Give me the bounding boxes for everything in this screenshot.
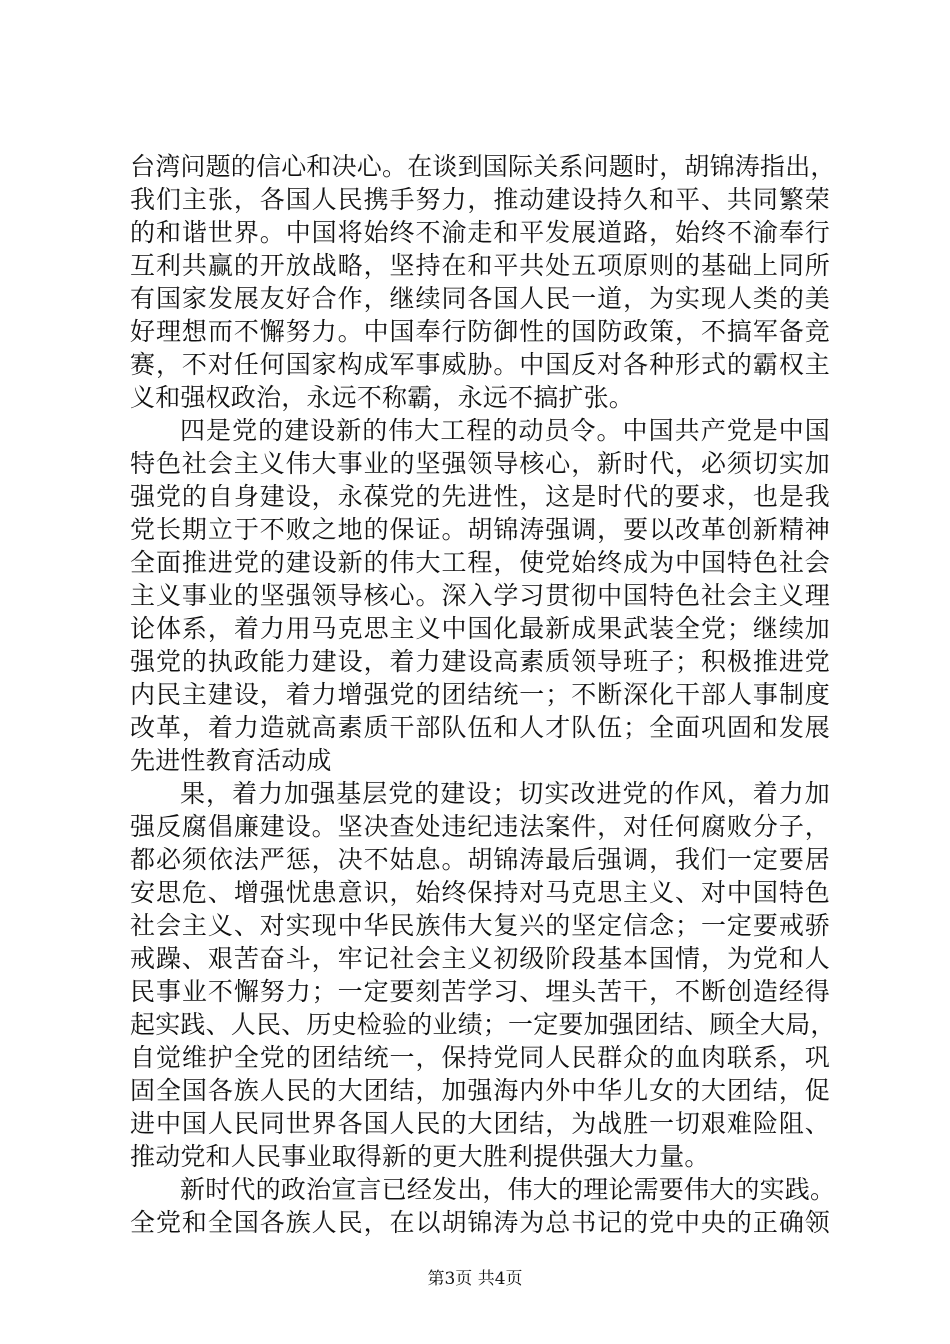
- text-line: 社会主义、对实现中华民族伟大复兴的坚定信念；一定要戒骄: [130, 911, 830, 940]
- text-line: 台湾问题的信心和决心。在谈到国际关系问题时，胡锦涛指出，: [130, 152, 836, 181]
- text-line: 戒躁、艰苦奋斗，牢记社会主义初级阶段基本国情，为党和人: [130, 944, 830, 973]
- text-line: 新时代的政治宣言已经发出，伟大的理论需要伟大的实践。: [180, 1175, 836, 1204]
- text-line: 自觉维护全党的团结统一，保持党同人民群众的血肉联系，巩: [130, 1043, 830, 1072]
- text-line: 四是党的建设新的伟大工程的动员令。中国共产党是中国: [180, 416, 830, 445]
- text-line: 互利共赢的开放战略，坚持在和平共处五项原则的基础上同所: [130, 251, 830, 280]
- text-line: 论体系，着力用马克思主义中国化最新成果武装全党；继续加: [130, 614, 830, 643]
- text-line: 我们主张，各国人民携手努力，推动建设持久和平、共同繁荣: [130, 185, 830, 214]
- text-line: 的和谐世界。中国将始终不渝走和平发展道路，始终不渝奉行: [130, 218, 830, 247]
- text-line: 推动党和人民事业取得新的更大胜利提供强大力量。: [130, 1142, 710, 1171]
- text-line: 进中国人民同世界各国人民的大团结，为战胜一切艰难险阻、: [130, 1109, 830, 1138]
- text-line: 赛，不对任何国家构成军事威胁。中国反对各种形式的霸权主: [130, 350, 830, 379]
- text-line: 强反腐倡廉建设。坚决查处违纪违法案件，对任何腐败分子，: [130, 812, 830, 841]
- page-footer: 第3页 共4页: [427, 1269, 523, 1289]
- text-line: 全党和全国各族人民，在以胡锦涛为总书记的党中央的正确领: [130, 1208, 830, 1237]
- paragraph: [130, 777, 836, 1173]
- text-line: 安思危、增强忧患意识，始终保持对马克思主义、对中国特色: [130, 878, 830, 907]
- text-line: 好理想而不懈努力。中国奉行防御性的国防政策，不搞军备竞: [130, 317, 830, 346]
- text-line: 主义事业的坚强领导核心。深入学习贯彻中国特色社会主义理: [130, 581, 830, 610]
- text-line: 强党的自身建设，永葆党的先进性，这是时代的要求，也是我: [130, 482, 830, 511]
- text-line: 固全国各族人民的大团结，加强海内外中华儿女的大团结，促: [130, 1076, 830, 1105]
- paragraph: [130, 414, 830, 777]
- paragraph: [130, 1173, 836, 1239]
- text-line: 特色社会主义伟大事业的坚强领导核心，新时代，必须切实加: [130, 449, 830, 478]
- text-line: 起实践、人民、历史检验的业绩；一定要加强团结、顾全大局，: [130, 1010, 836, 1039]
- text-line: 先进性教育活动成: [130, 746, 332, 775]
- text-line: 有国家发展友好合作，继续同各国人民一道，为实现人类的美: [130, 284, 830, 313]
- document-body: [130, 150, 836, 1239]
- text-line: 强党的执政能力建设，着力建设高素质领导班子；积极推进党: [130, 647, 830, 676]
- text-line: 改革，着力造就高素质干部队伍和人才队伍；全面巩固和发展: [130, 713, 830, 742]
- text-line: 义和强权政治，永远不称霸，永远不搞扩张。: [130, 383, 635, 412]
- text-line: 民事业不懈努力；一定要刻苦学习、埋头苦干，不断创造经得: [130, 977, 830, 1006]
- text-line: 党长期立于不败之地的保证。胡锦涛强调，要以改革创新精神: [130, 515, 830, 544]
- text-line: 全面推进党的建设新的伟大工程，使党始终成为中国特色社会: [130, 548, 830, 577]
- text-line: 都必须依法严惩，决不姑息。胡锦涛最后强调，我们一定要居: [130, 845, 830, 874]
- text-line: 内民主建设，着力增强党的团结统一；不断深化干部人事制度: [130, 680, 830, 709]
- paragraph: [130, 150, 836, 414]
- text-line: 果，着力加强基层党的建设；切实改进党的作风，着力加: [180, 779, 830, 808]
